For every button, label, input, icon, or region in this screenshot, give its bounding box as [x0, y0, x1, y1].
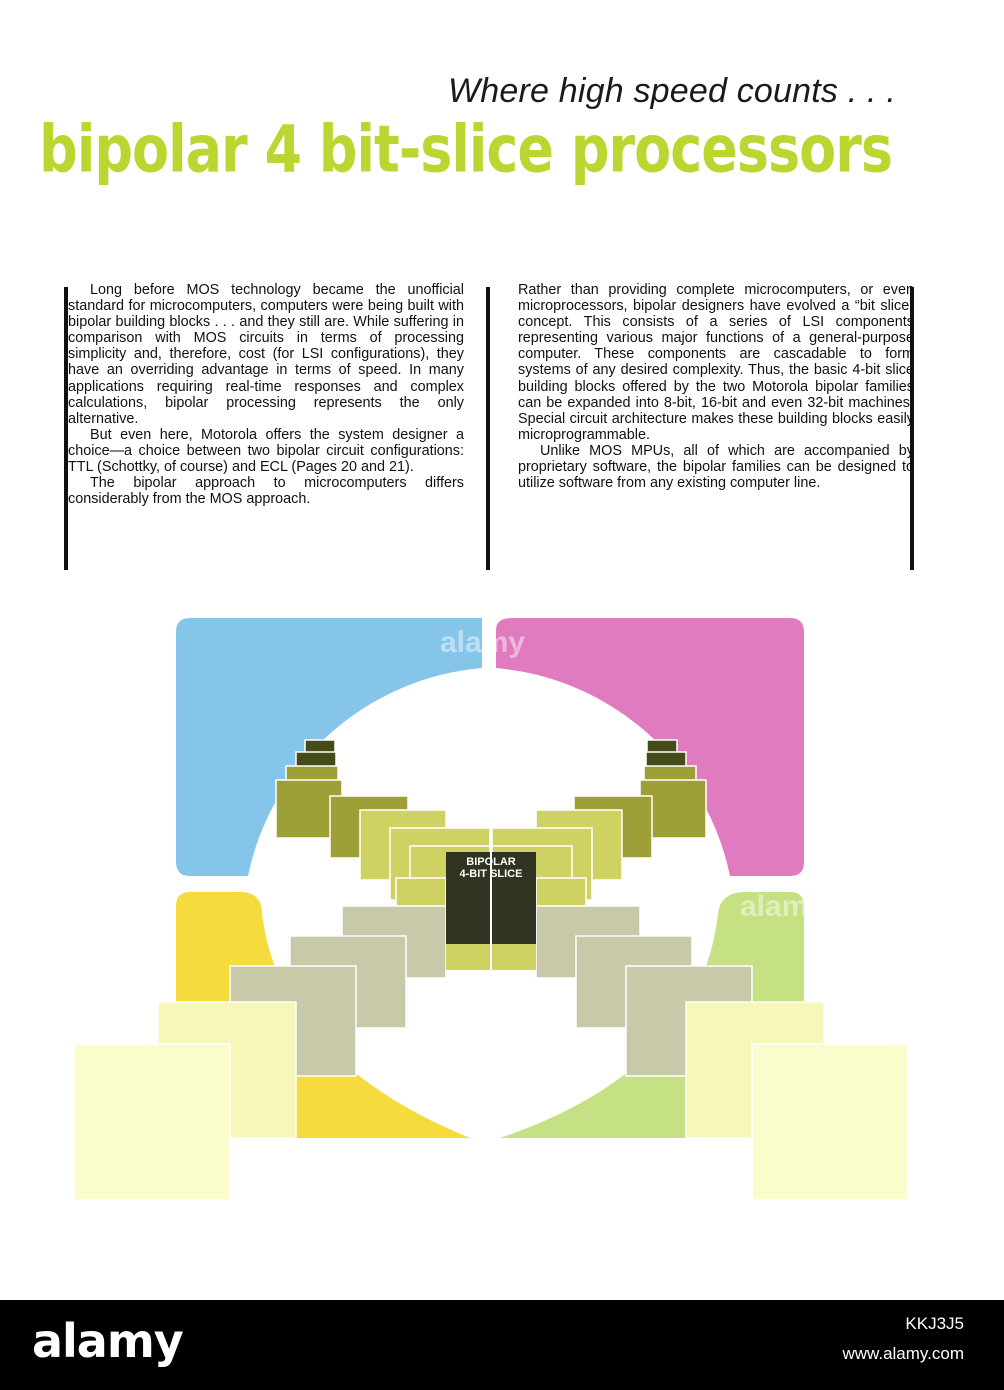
slice-block-lower-left — [74, 1044, 230, 1200]
center-label-line1: BIPOLAR — [466, 856, 516, 868]
center-block-base-left — [446, 944, 490, 970]
page-title: bipolar 4 bit-slice processors — [39, 111, 892, 188]
column-rule-middle — [486, 287, 490, 570]
text-column-left — [68, 282, 464, 507]
diagram-svg — [0, 600, 1004, 1240]
image-code: KKJ3J5 — [905, 1314, 964, 1333]
watermark-text: alamy — [740, 890, 826, 923]
footer-logo: alamy — [32, 1314, 183, 1368]
page-subtitle: Where high speed counts . . . — [447, 72, 896, 110]
center-label-line2: 4-BIT SLICE — [459, 868, 523, 880]
paragraph: Rather than providing complete microcomputers, or even microprocessors, bipolar designers have evolved a “bit slice” concept. This consists of a series of LSI components representing various major functions of a general-purpose computer. These components are cascadable to form systems of any desired complexity. Thus, the basic 4-bit slice building blocks offered by the two Motorola bipolar families can be expanded into 8-bit, 16-bit and even 32-bit machines. Special circuit architecture makes these building blocks easily microprogrammable. — [518, 282, 914, 443]
paragraph: But even here, Motorola offers the system designer a choice—a choice between two bipolar circuit configurations: TTL (Schottky, of course) and ECL (Pages 20 and 21). — [68, 426, 464, 476]
center-block-base-right — [492, 944, 536, 970]
footer-url: www.alamy.com — [842, 1344, 964, 1363]
paragraph: The bipolar approach to microcomputers differs considerably from the MOS approach. — [68, 475, 464, 508]
slice-block-lower-right — [752, 1044, 908, 1200]
paragraph: Long before MOS technology became the unofficial standard for microcomputers, computers were being built with bipolar building blocks . . . and they still are. While suffering in comparison with MOS circuits in terms of processing simplicity and, therefore, cost (for LSI configurations), they have an overriding advantage in terms of speed. In many applications requiring real-time responses and complex calculations, bipolar processing represents the only alternative. — [68, 282, 464, 427]
bit-slice-diagram — [0, 600, 1004, 1240]
footer-bar — [0, 1300, 1004, 1390]
watermark-text: alamy — [440, 626, 526, 659]
paragraph: Unlike MOS MPUs, all of which are accompanied by proprietary software, the bipolar families can be designed to utilize software from any existing computer line. — [518, 442, 914, 492]
text-column-right — [518, 282, 914, 491]
